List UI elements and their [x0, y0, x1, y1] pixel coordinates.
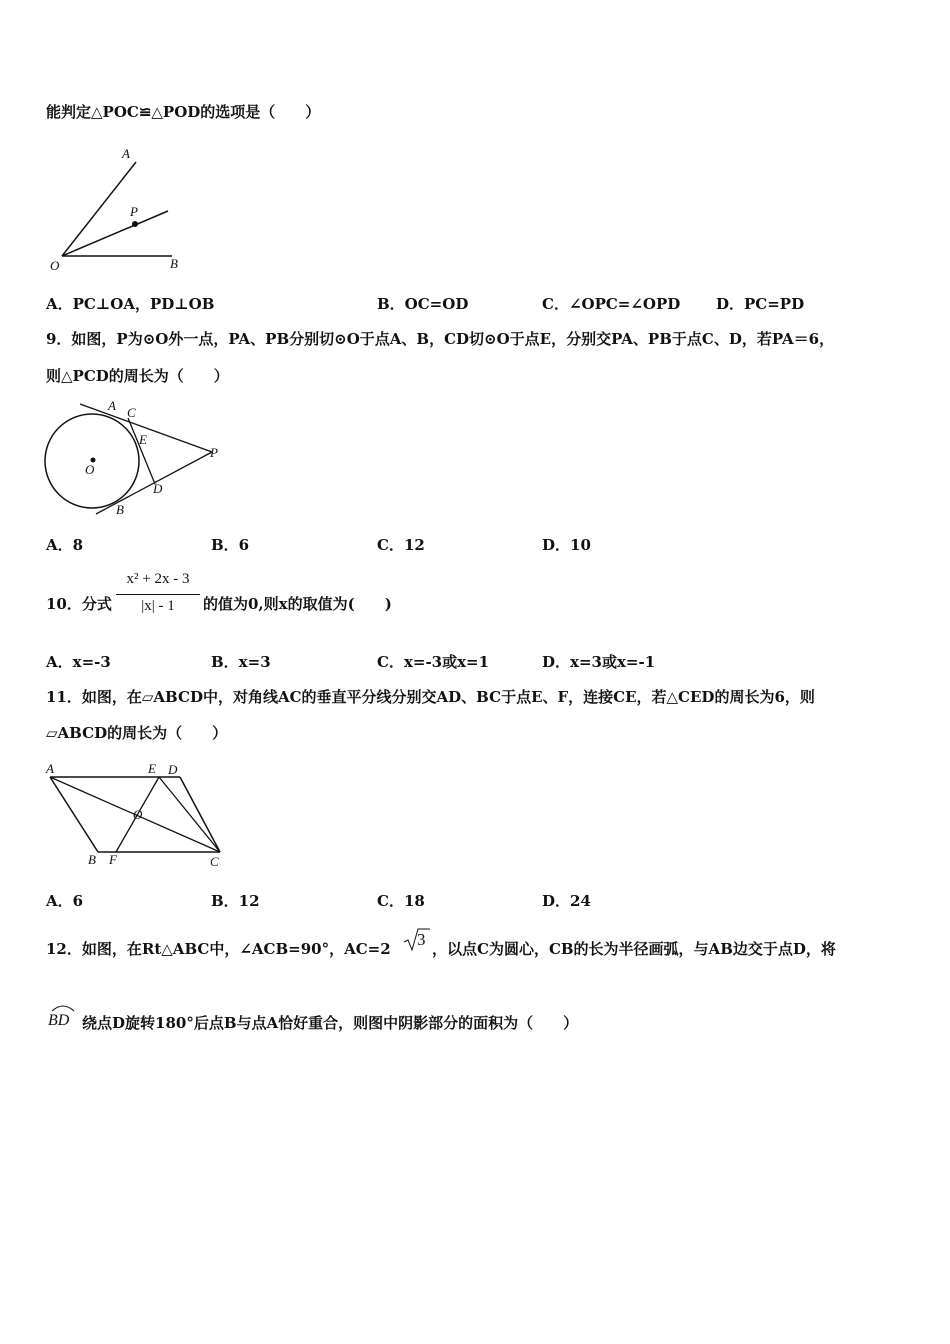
q8-label-p: P [130, 204, 138, 219]
q10-option-b: B．x=3 [211, 653, 271, 671]
q10-suffix: 的值为0,则x的取值为( ) [203, 595, 392, 613]
q8-option-c: C．∠OPC=∠OPD [542, 295, 681, 313]
q8-stem: 能判定△POC≌△POD的选项是（ ） [46, 103, 321, 121]
q11-label-o: O [133, 807, 143, 822]
q11-option-a: A．6 [46, 892, 84, 910]
q11-option-c: C．18 [377, 892, 425, 910]
q10-fraction-bar [116, 594, 200, 595]
q9-option-d: D．10 [542, 536, 591, 554]
q9-option-b: B．6 [211, 536, 250, 554]
q8-option-d: D．PC=PD [716, 295, 805, 313]
q10-option-a: A．x=-3 [46, 653, 111, 671]
q9-label-d: D [153, 481, 163, 496]
q9-label-e: E [139, 432, 147, 447]
q11-label-f: F [109, 852, 117, 867]
q9-stem-line2: 则△PCD的周长为（ ） [46, 367, 229, 385]
q8-option-a: A．PC⊥OA，PD⊥OB [46, 295, 215, 313]
q11-option-b: B．12 [211, 892, 260, 910]
q9-stem-line1: 9．如图，P为⊙O外一点，PA、PB分别切⊙O于点A、B，CD切⊙O于点E，分别交PA、PB于点C、D，若PA＝6， [46, 330, 835, 348]
q9-label-p: P [210, 445, 218, 460]
q12-sqrt-sign [402, 926, 430, 954]
q10-option-c: C．x=-3或x=1 [377, 653, 490, 671]
q10-numerator: x² + 2x - 3 [126, 571, 190, 587]
q9-option-a: A．8 [46, 536, 84, 554]
q11-label-c: C [210, 854, 219, 869]
q9-label-o: O [85, 462, 95, 477]
q11-figure [44, 758, 234, 873]
q12-arc-label: BD [48, 1012, 70, 1029]
q8-label-o: O [50, 258, 60, 273]
q10-denominator: |x| - 1 [141, 598, 175, 614]
q9-label-a: A [108, 398, 116, 413]
q12-line1-prefix: 12．如图，在Rt△ABC中，∠ACB=90°，AC=2 [46, 940, 391, 958]
q12-line1-suffix: ，以点C为圆心，CB的长为半径画弧，与AB边交于点D，将 [432, 940, 836, 958]
q9-label-c: C [127, 405, 136, 420]
q12-sqrt-value: 3 [417, 930, 426, 949]
q11-label-b: B [88, 852, 96, 867]
q8-option-b: B．OC=OD [377, 295, 469, 313]
q10-option-d: D．x=3或x=-1 [542, 653, 656, 671]
q9-figure [40, 398, 230, 523]
q11-stem-line1: 11．如图，在▱ABCD中，对角线AC的垂直平分线分别交AD、BC于点E、F，连接CE，若△CED的周长为6，则 [46, 688, 815, 706]
q8-figure [46, 140, 196, 275]
q10-prefix: 10．分式 [46, 595, 112, 613]
q11-label-e: E [148, 761, 156, 776]
q11-stem-line2: ▱ABCD的周长为（ ） [46, 724, 228, 742]
q8-label-a: A [122, 146, 130, 161]
q9-label-b: B [116, 502, 124, 517]
q8-label-b: B [170, 256, 178, 271]
q11-label-a: A [46, 761, 54, 776]
q9-option-c: C．12 [377, 536, 425, 554]
q12-line2: 绕点D旋转180°后点B与点A恰好重合，则图中阴影部分的面积为（ ） [82, 1014, 579, 1032]
q11-option-d: D．24 [542, 892, 591, 910]
q11-label-d: D [168, 762, 178, 777]
